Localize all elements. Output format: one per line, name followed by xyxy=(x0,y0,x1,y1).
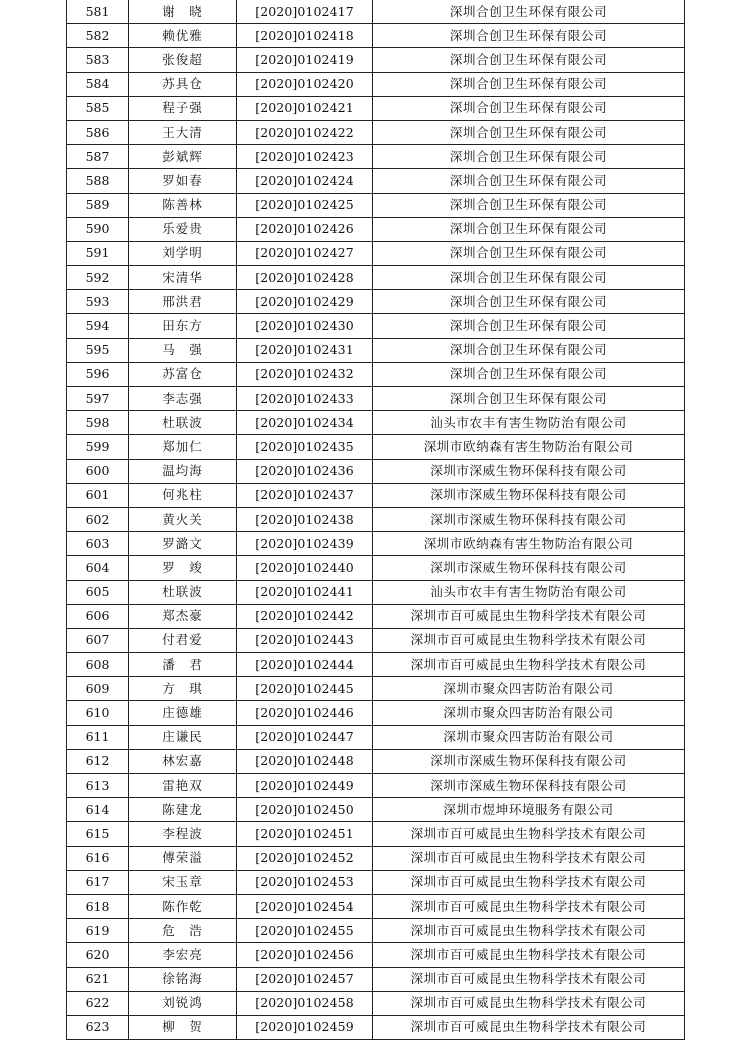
serial-number-cell: 610 xyxy=(67,701,129,725)
company-name-cell: 深圳市欧纳森有害生物防治有限公司 xyxy=(373,532,685,556)
serial-number-cell: 585 xyxy=(67,96,129,120)
company-name-cell: 深圳市深威生物环保科技有限公司 xyxy=(373,774,685,798)
certificate-number-cell: [2020]0102430 xyxy=(237,314,373,338)
company-name-cell: 深圳市深威生物环保科技有限公司 xyxy=(373,459,685,483)
person-name-cell: 徐铭海 xyxy=(129,967,237,991)
person-name-cell: 罗如春 xyxy=(129,169,237,193)
serial-number-cell: 582 xyxy=(67,24,129,48)
table-row xyxy=(67,387,685,411)
company-name-cell: 深圳合创卫生环保有限公司 xyxy=(373,169,685,193)
serial-number-cell: 599 xyxy=(67,435,129,459)
company-name-cell: 深圳市百可威昆虫生物科学技术有限公司 xyxy=(373,604,685,628)
table-row xyxy=(67,483,685,507)
company-name-cell: 深圳市百可威昆虫生物科学技术有限公司 xyxy=(373,967,685,991)
company-name-cell: 深圳合创卫生环保有限公司 xyxy=(373,24,685,48)
person-name-cell: 罗潞文 xyxy=(129,532,237,556)
table-row xyxy=(67,580,685,604)
company-name-cell: 深圳市深威生物环保科技有限公司 xyxy=(373,749,685,773)
serial-number-cell: 584 xyxy=(67,72,129,96)
person-name-cell: 李志强 xyxy=(129,387,237,411)
person-name-cell: 郑杰豪 xyxy=(129,604,237,628)
table-row xyxy=(67,846,685,870)
table-row xyxy=(67,72,685,96)
certificate-number-cell: [2020]0102459 xyxy=(237,1015,373,1039)
serial-number-cell: 591 xyxy=(67,241,129,265)
serial-number-cell: 589 xyxy=(67,193,129,217)
serial-number-cell: 600 xyxy=(67,459,129,483)
table-row xyxy=(67,725,685,749)
serial-number-cell: 607 xyxy=(67,628,129,652)
person-name-cell: 庄谦民 xyxy=(129,725,237,749)
table-row xyxy=(67,822,685,846)
company-name-cell: 深圳合创卫生环保有限公司 xyxy=(373,0,685,24)
table-row xyxy=(67,459,685,483)
person-name-cell: 宋清华 xyxy=(129,266,237,290)
table-row xyxy=(67,362,685,386)
table-row xyxy=(67,967,685,991)
person-name-cell: 王大清 xyxy=(129,120,237,144)
serial-number-cell: 594 xyxy=(67,314,129,338)
certificate-number-cell: [2020]0102425 xyxy=(237,193,373,217)
table-row xyxy=(67,48,685,72)
certificate-number-cell: [2020]0102438 xyxy=(237,507,373,531)
person-name-cell: 彭斌辉 xyxy=(129,145,237,169)
serial-number-cell: 611 xyxy=(67,725,129,749)
person-name-cell: 陈作乾 xyxy=(129,894,237,918)
person-name-cell: 刘学明 xyxy=(129,241,237,265)
person-name-cell: 陈建龙 xyxy=(129,798,237,822)
table-row xyxy=(67,217,685,241)
table-row xyxy=(67,338,685,362)
company-name-cell: 深圳市煜坤环境服务有限公司 xyxy=(373,798,685,822)
certificate-number-cell: [2020]0102440 xyxy=(237,556,373,580)
certificate-number-cell: [2020]0102432 xyxy=(237,362,373,386)
company-name-cell: 深圳市百可威昆虫生物科学技术有限公司 xyxy=(373,919,685,943)
serial-number-cell: 609 xyxy=(67,677,129,701)
serial-number-cell: 596 xyxy=(67,362,129,386)
serial-number-cell: 616 xyxy=(67,846,129,870)
certificate-number-cell: [2020]0102433 xyxy=(237,387,373,411)
certificate-number-cell: [2020]0102426 xyxy=(237,217,373,241)
certificate-number-cell: [2020]0102444 xyxy=(237,653,373,677)
serial-number-cell: 623 xyxy=(67,1015,129,1039)
person-name-cell: 程子强 xyxy=(129,96,237,120)
table-row xyxy=(67,677,685,701)
company-name-cell: 深圳合创卫生环保有限公司 xyxy=(373,314,685,338)
person-name-cell: 林宏嘉 xyxy=(129,749,237,773)
company-name-cell: 深圳合创卫生环保有限公司 xyxy=(373,48,685,72)
serial-number-cell: 588 xyxy=(67,169,129,193)
company-name-cell: 深圳市深威生物环保科技有限公司 xyxy=(373,483,685,507)
company-name-cell: 深圳市聚众四害防治有限公司 xyxy=(373,725,685,749)
company-name-cell: 深圳市聚众四害防治有限公司 xyxy=(373,677,685,701)
company-name-cell: 深圳市欧纳森有害生物防治有限公司 xyxy=(373,435,685,459)
table-row xyxy=(67,532,685,556)
certificate-roster-table xyxy=(66,0,685,1040)
certificate-number-cell: [2020]0102423 xyxy=(237,145,373,169)
person-name-cell: 张俊超 xyxy=(129,48,237,72)
table-row xyxy=(67,798,685,822)
certificate-number-cell: [2020]0102447 xyxy=(237,725,373,749)
table-row xyxy=(67,556,685,580)
certificate-number-cell: [2020]0102428 xyxy=(237,266,373,290)
certificate-number-cell: [2020]0102441 xyxy=(237,580,373,604)
person-name-cell: 苏富仓 xyxy=(129,362,237,386)
table-row xyxy=(67,193,685,217)
company-name-cell: 深圳合创卫生环保有限公司 xyxy=(373,120,685,144)
person-name-cell: 傅荣溢 xyxy=(129,846,237,870)
company-name-cell: 汕头市农丰有害生物防治有限公司 xyxy=(373,411,685,435)
certificate-number-cell: [2020]0102427 xyxy=(237,241,373,265)
person-name-cell: 温均海 xyxy=(129,459,237,483)
person-name-cell: 郑加仁 xyxy=(129,435,237,459)
company-name-cell: 深圳市百可威昆虫生物科学技术有限公司 xyxy=(373,1015,685,1039)
person-name-cell: 刘锐鸿 xyxy=(129,991,237,1015)
certificate-number-cell: [2020]0102431 xyxy=(237,338,373,362)
serial-number-cell: 614 xyxy=(67,798,129,822)
table-row xyxy=(67,0,685,24)
table-row xyxy=(67,24,685,48)
company-name-cell: 深圳合创卫生环保有限公司 xyxy=(373,266,685,290)
company-name-cell: 深圳市百可威昆虫生物科学技术有限公司 xyxy=(373,822,685,846)
company-name-cell: 深圳市百可威昆虫生物科学技术有限公司 xyxy=(373,894,685,918)
company-name-cell: 深圳合创卫生环保有限公司 xyxy=(373,387,685,411)
certificate-number-cell: [2020]0102455 xyxy=(237,919,373,943)
certificate-number-cell: [2020]0102434 xyxy=(237,411,373,435)
table-row xyxy=(67,314,685,338)
certificate-number-cell: [2020]0102437 xyxy=(237,483,373,507)
person-name-cell: 陈善林 xyxy=(129,193,237,217)
table-row xyxy=(67,507,685,531)
certificate-number-cell: [2020]0102435 xyxy=(237,435,373,459)
company-name-cell: 深圳合创卫生环保有限公司 xyxy=(373,338,685,362)
table-row xyxy=(67,894,685,918)
company-name-cell: 汕头市农丰有害生物防治有限公司 xyxy=(373,580,685,604)
table-row xyxy=(67,604,685,628)
company-name-cell: 深圳合创卫生环保有限公司 xyxy=(373,72,685,96)
person-name-cell: 付君爱 xyxy=(129,628,237,652)
serial-number-cell: 613 xyxy=(67,774,129,798)
certificate-number-cell: [2020]0102454 xyxy=(237,894,373,918)
company-name-cell: 深圳合创卫生环保有限公司 xyxy=(373,217,685,241)
company-name-cell: 深圳合创卫生环保有限公司 xyxy=(373,96,685,120)
table-row xyxy=(67,1015,685,1039)
serial-number-cell: 583 xyxy=(67,48,129,72)
certificate-number-cell: [2020]0102458 xyxy=(237,991,373,1015)
certificate-number-cell: [2020]0102452 xyxy=(237,846,373,870)
company-name-cell: 深圳市百可威昆虫生物科学技术有限公司 xyxy=(373,943,685,967)
person-name-cell: 李宏亮 xyxy=(129,943,237,967)
serial-number-cell: 603 xyxy=(67,532,129,556)
certificate-number-cell: [2020]0102451 xyxy=(237,822,373,846)
serial-number-cell: 597 xyxy=(67,387,129,411)
serial-number-cell: 602 xyxy=(67,507,129,531)
certificate-number-cell: [2020]0102417 xyxy=(237,0,373,24)
certificate-number-cell: [2020]0102429 xyxy=(237,290,373,314)
roster-table-body xyxy=(67,0,685,1040)
company-name-cell: 深圳合创卫生环保有限公司 xyxy=(373,362,685,386)
table-row xyxy=(67,266,685,290)
person-name-cell: 黄火关 xyxy=(129,507,237,531)
company-name-cell: 深圳合创卫生环保有限公司 xyxy=(373,145,685,169)
certificate-number-cell: [2020]0102453 xyxy=(237,870,373,894)
table-row xyxy=(67,96,685,120)
serial-number-cell: 605 xyxy=(67,580,129,604)
company-name-cell: 深圳合创卫生环保有限公司 xyxy=(373,241,685,265)
certificate-number-cell: [2020]0102442 xyxy=(237,604,373,628)
person-name-cell: 杜联波 xyxy=(129,411,237,435)
serial-number-cell: 622 xyxy=(67,991,129,1015)
certificate-number-cell: [2020]0102450 xyxy=(237,798,373,822)
serial-number-cell: 598 xyxy=(67,411,129,435)
table-row xyxy=(67,120,685,144)
person-name-cell: 雷艳双 xyxy=(129,774,237,798)
serial-number-cell: 619 xyxy=(67,919,129,943)
certificate-number-cell: [2020]0102457 xyxy=(237,967,373,991)
table-row xyxy=(67,774,685,798)
table-row xyxy=(67,435,685,459)
person-name-cell: 苏具仓 xyxy=(129,72,237,96)
company-name-cell: 深圳市百可威昆虫生物科学技术有限公司 xyxy=(373,628,685,652)
company-name-cell: 深圳市百可威昆虫生物科学技术有限公司 xyxy=(373,846,685,870)
serial-number-cell: 601 xyxy=(67,483,129,507)
person-name-cell: 杜联波 xyxy=(129,580,237,604)
person-name-cell: 柳 贺 xyxy=(129,1015,237,1039)
person-name-cell: 李程波 xyxy=(129,822,237,846)
serial-number-cell: 595 xyxy=(67,338,129,362)
table-row xyxy=(67,241,685,265)
person-name-cell: 乐爱贵 xyxy=(129,217,237,241)
serial-number-cell: 604 xyxy=(67,556,129,580)
table-row xyxy=(67,701,685,725)
certificate-number-cell: [2020]0102446 xyxy=(237,701,373,725)
serial-number-cell: 586 xyxy=(67,120,129,144)
certificate-number-cell: [2020]0102448 xyxy=(237,749,373,773)
person-name-cell: 庄德雄 xyxy=(129,701,237,725)
serial-number-cell: 590 xyxy=(67,217,129,241)
certificate-number-cell: [2020]0102436 xyxy=(237,459,373,483)
person-name-cell: 马 强 xyxy=(129,338,237,362)
serial-number-cell: 621 xyxy=(67,967,129,991)
person-name-cell: 方 琪 xyxy=(129,677,237,701)
serial-number-cell: 587 xyxy=(67,145,129,169)
person-name-cell: 罗 竣 xyxy=(129,556,237,580)
certificate-number-cell: [2020]0102445 xyxy=(237,677,373,701)
table-row xyxy=(67,411,685,435)
table-row xyxy=(67,290,685,314)
company-name-cell: 深圳市百可威昆虫生物科学技术有限公司 xyxy=(373,870,685,894)
person-name-cell: 邢洪君 xyxy=(129,290,237,314)
company-name-cell: 深圳市聚众四害防治有限公司 xyxy=(373,701,685,725)
certificate-number-cell: [2020]0102422 xyxy=(237,120,373,144)
certificate-number-cell: [2020]0102419 xyxy=(237,48,373,72)
serial-number-cell: 581 xyxy=(67,0,129,24)
company-name-cell: 深圳市百可威昆虫生物科学技术有限公司 xyxy=(373,991,685,1015)
serial-number-cell: 612 xyxy=(67,749,129,773)
company-name-cell: 深圳市深威生物环保科技有限公司 xyxy=(373,556,685,580)
certificate-number-cell: [2020]0102456 xyxy=(237,943,373,967)
table-row xyxy=(67,870,685,894)
serial-number-cell: 618 xyxy=(67,894,129,918)
person-name-cell: 宋玉章 xyxy=(129,870,237,894)
serial-number-cell: 620 xyxy=(67,943,129,967)
table-row xyxy=(67,653,685,677)
person-name-cell: 田东方 xyxy=(129,314,237,338)
table-row xyxy=(67,943,685,967)
person-name-cell: 赖优雅 xyxy=(129,24,237,48)
certificate-number-cell: [2020]0102449 xyxy=(237,774,373,798)
person-name-cell: 谢 晓 xyxy=(129,0,237,24)
serial-number-cell: 592 xyxy=(67,266,129,290)
certificate-number-cell: [2020]0102420 xyxy=(237,72,373,96)
table-row xyxy=(67,991,685,1015)
serial-number-cell: 615 xyxy=(67,822,129,846)
serial-number-cell: 593 xyxy=(67,290,129,314)
certificate-number-cell: [2020]0102418 xyxy=(237,24,373,48)
company-name-cell: 深圳合创卫生环保有限公司 xyxy=(373,193,685,217)
table-row xyxy=(67,169,685,193)
table-row xyxy=(67,919,685,943)
table-row xyxy=(67,145,685,169)
certificate-number-cell: [2020]0102421 xyxy=(237,96,373,120)
person-name-cell: 潘 君 xyxy=(129,653,237,677)
serial-number-cell: 617 xyxy=(67,870,129,894)
certificate-number-cell: [2020]0102443 xyxy=(237,628,373,652)
serial-number-cell: 608 xyxy=(67,653,129,677)
table-row xyxy=(67,628,685,652)
certificate-number-cell: [2020]0102424 xyxy=(237,169,373,193)
table-row xyxy=(67,749,685,773)
company-name-cell: 深圳市百可威昆虫生物科学技术有限公司 xyxy=(373,653,685,677)
person-name-cell: 危 浩 xyxy=(129,919,237,943)
company-name-cell: 深圳合创卫生环保有限公司 xyxy=(373,290,685,314)
company-name-cell: 深圳市深威生物环保科技有限公司 xyxy=(373,507,685,531)
person-name-cell: 何兆柱 xyxy=(129,483,237,507)
certificate-roster-page xyxy=(66,0,684,1040)
certificate-number-cell: [2020]0102439 xyxy=(237,532,373,556)
serial-number-cell: 606 xyxy=(67,604,129,628)
